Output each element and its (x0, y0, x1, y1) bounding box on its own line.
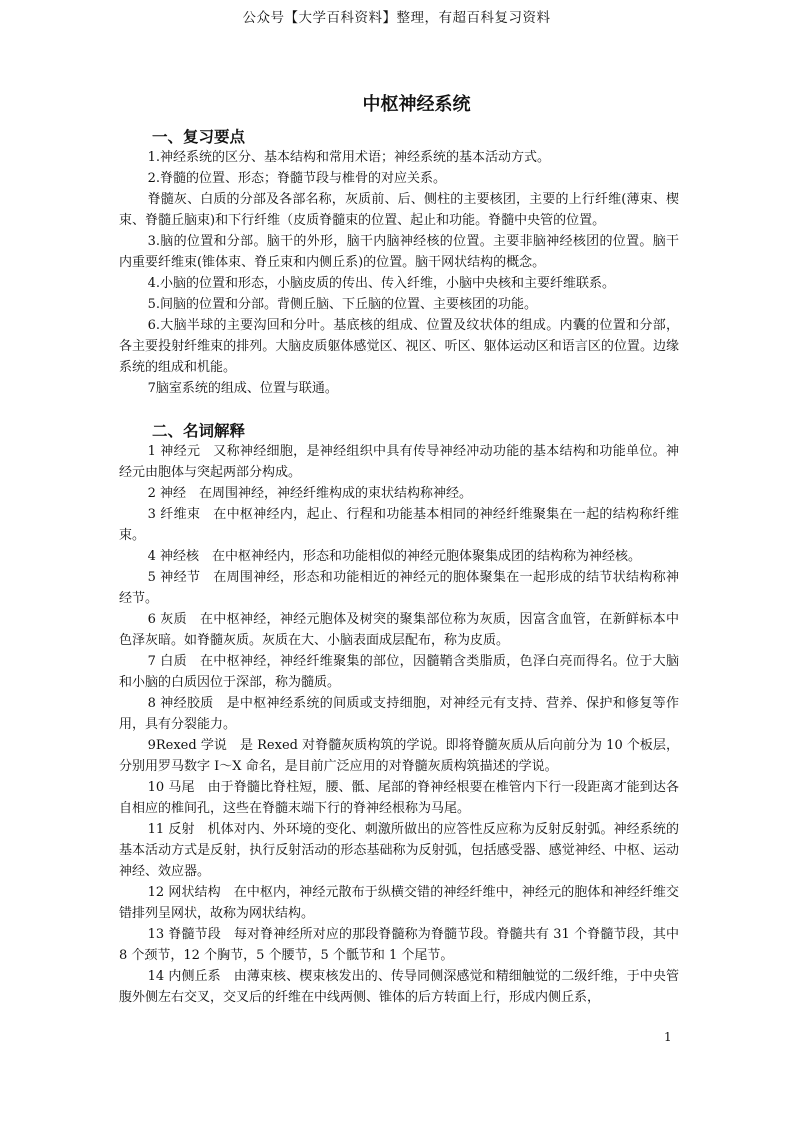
term-label: 7 白质 (147, 654, 187, 669)
term-label: 2 神经 (147, 486, 186, 501)
review-item: 6.大脑半球的主要沟回和分叶。基底核的组成、位置及纹状体的组成。内囊的位置和分部，各主要投射纤维束的排列。大脑皮质躯体感觉区、视区、听区、躯体运动区和语言区的位置。边缘系统的组成和机能。 (119, 318, 679, 375)
term-definition: 在周围神经，神经纤维构成的束状结构称神经。 (199, 486, 473, 501)
term-entry (119, 819, 679, 882)
term-label: 5 神经节 (147, 570, 201, 585)
section-heading-terms: 二、名词解释 (152, 421, 246, 440)
term-definition: 又称神经细胞，是神经组织中具有传导神经冲动功能的基本结构和功能单位。神经元由胞体与突起两部分构成。 (119, 444, 679, 480)
page-title: 中枢神经系统 (362, 94, 471, 115)
term-definition: 机体对内、外环境的变化、刺激所做出的应答性反应称为反射反射弧。神经系统的基本活动方式是反射，执行反射活动的形态基础称为反射弧，包括感受器、感觉神经、中枢、运动神经、效应器。 (119, 822, 679, 879)
term-label: 3 纤维束 (147, 507, 201, 522)
term-label: 1 神经元 (147, 444, 201, 459)
term-entry (119, 609, 679, 651)
page-header: 公众号【大学百科资料】整理，有超百科复习资料 (242, 10, 551, 26)
term-entry (119, 567, 679, 609)
term-entry (119, 441, 679, 483)
term-entry (119, 693, 679, 735)
review-item: 脊髓灰、白质的分部及各部名称，灰质前、后、侧柱的主要核团，主要的上行纤维(薄束、楔束、脊髓丘脑束)和下行纤维（皮质脊髓束的位置、起止和功能。脊髓中央管的位置。 (119, 192, 679, 228)
term-label: 11 反射 (147, 822, 195, 837)
document-body (119, 126, 679, 1008)
page-number: 1 (664, 1030, 672, 1044)
term-definition: 在中枢神经，神经元胞体及树突的聚集部位称为灰质，因富含血管，在新鲜标本中色泽灰暗。如脊髓灰质。灰质在大、小脑表面成层配布，称为皮质。 (119, 612, 679, 648)
term-entry (119, 777, 679, 819)
term-definition: 由薄束核、楔束核发出的、传导同侧深感觉和精细触觉的二级纤维，于中央管腹外侧左右交叉，交叉后的纤维在中线两侧、锥体的后方转面上行，形成内侧丘系， (119, 969, 679, 1005)
term-definition: 是中枢神经系统的间质或支持细胞，对神经元有支持、营养、保护和修复等作用，具有分裂能力。 (119, 696, 679, 732)
term-definition: 每对脊神经所对应的那段脊髓称为脊髓节段。脊髓共有 31 个脊髓节段，其中 8 个颈节，12 个胸节，5 个腰节，5 个骶节和 1 个尾节。 (119, 927, 679, 963)
term-definition: 在周围神经，形态和功能相近的神经元的胞体聚集在一起形成的结节状结构称神经节。 (119, 570, 679, 606)
term-label: 10 马尾 (147, 780, 195, 795)
term-entry (119, 483, 679, 504)
term-definition: 在中枢内，神经元散布于纵横交错的神经纤维中，神经元的胞体和神经纤维交错排列呈网状，故称为网状结构。 (119, 885, 679, 921)
term-entry (119, 504, 679, 546)
term-label: 4 神经核 (147, 549, 199, 564)
review-item: 4.小脑的位置和形态，小脑皮质的传出、传入纤维，小脑中央核和主要纤维联系。 (147, 276, 615, 291)
term-definition: 由于脊髓比脊柱短，腰、骶、尾部的脊神经根要在椎管内下行一段距离才能到达各自相应的椎间孔，这些在脊髓末端下行的脊神经根称为马尾。 (119, 780, 679, 816)
section-heading-review: 一、复习要点 (152, 127, 246, 146)
term-definition: 在中枢神经内，起止、行程和功能基本相同的神经纤维聚集在一起的结构称纤维束。 (119, 507, 679, 543)
term-label: 8 神经胶质 (147, 696, 214, 711)
review-item: 5.间脑的位置和分部。背侧丘脑、下丘脑的位置、主要核团的功能。 (147, 297, 537, 312)
review-list (119, 147, 679, 399)
term-label: 12 网状结构 (147, 885, 221, 900)
term-definition: 是 Rexed 对脊髓灰质构筑的学说。即将脊髓灰质从后向前分为 10 个板层，分别用罗马数字 I～X 命名，是目前广泛应用的对脊髓灰质构筑描述的学说。 (119, 738, 679, 774)
term-definition: 在中枢神经，神经纤维聚集的部位，因髓鞘含类脂质，色泽白亮而得名。位于大脑和小脑的白质因位于深部，称为髓质。 (119, 654, 679, 690)
term-label: 6 灰质 (147, 612, 187, 627)
term-entry (119, 966, 679, 1008)
terms-list (119, 441, 679, 1008)
term-definition: 在中枢神经内，形态和功能相似的神经元胞体聚集成团的结构称为神经核。 (212, 549, 642, 564)
term-label: 9Rexed 学说 (147, 738, 227, 753)
review-item: 7脑室系统的组成、位置与联通。 (147, 381, 338, 396)
term-entry (119, 882, 679, 924)
term-entry (119, 651, 679, 693)
review-item: 2.脊髓的位置、形态；脊髓节段与椎骨的对应关系。 (147, 171, 446, 186)
term-label: 14 内侧丘系 (147, 969, 221, 984)
term-entry (119, 735, 679, 777)
term-entry (119, 924, 679, 966)
term-label: 13 脊髓节段 (147, 927, 221, 942)
review-item: 3.脑的位置和分部。脑干的外形，脑干内脑神经核的位置。主要非脑神经核团的位置。脑干内重要纤维束(锥体束、脊丘束和内侧丘系)的位置。脑干网状结构的概念。 (119, 234, 679, 270)
term-entry (119, 546, 679, 567)
review-item: 1.神经系统的区分、基本结构和常用术语；神经系统的基本活动方式。 (147, 150, 550, 165)
